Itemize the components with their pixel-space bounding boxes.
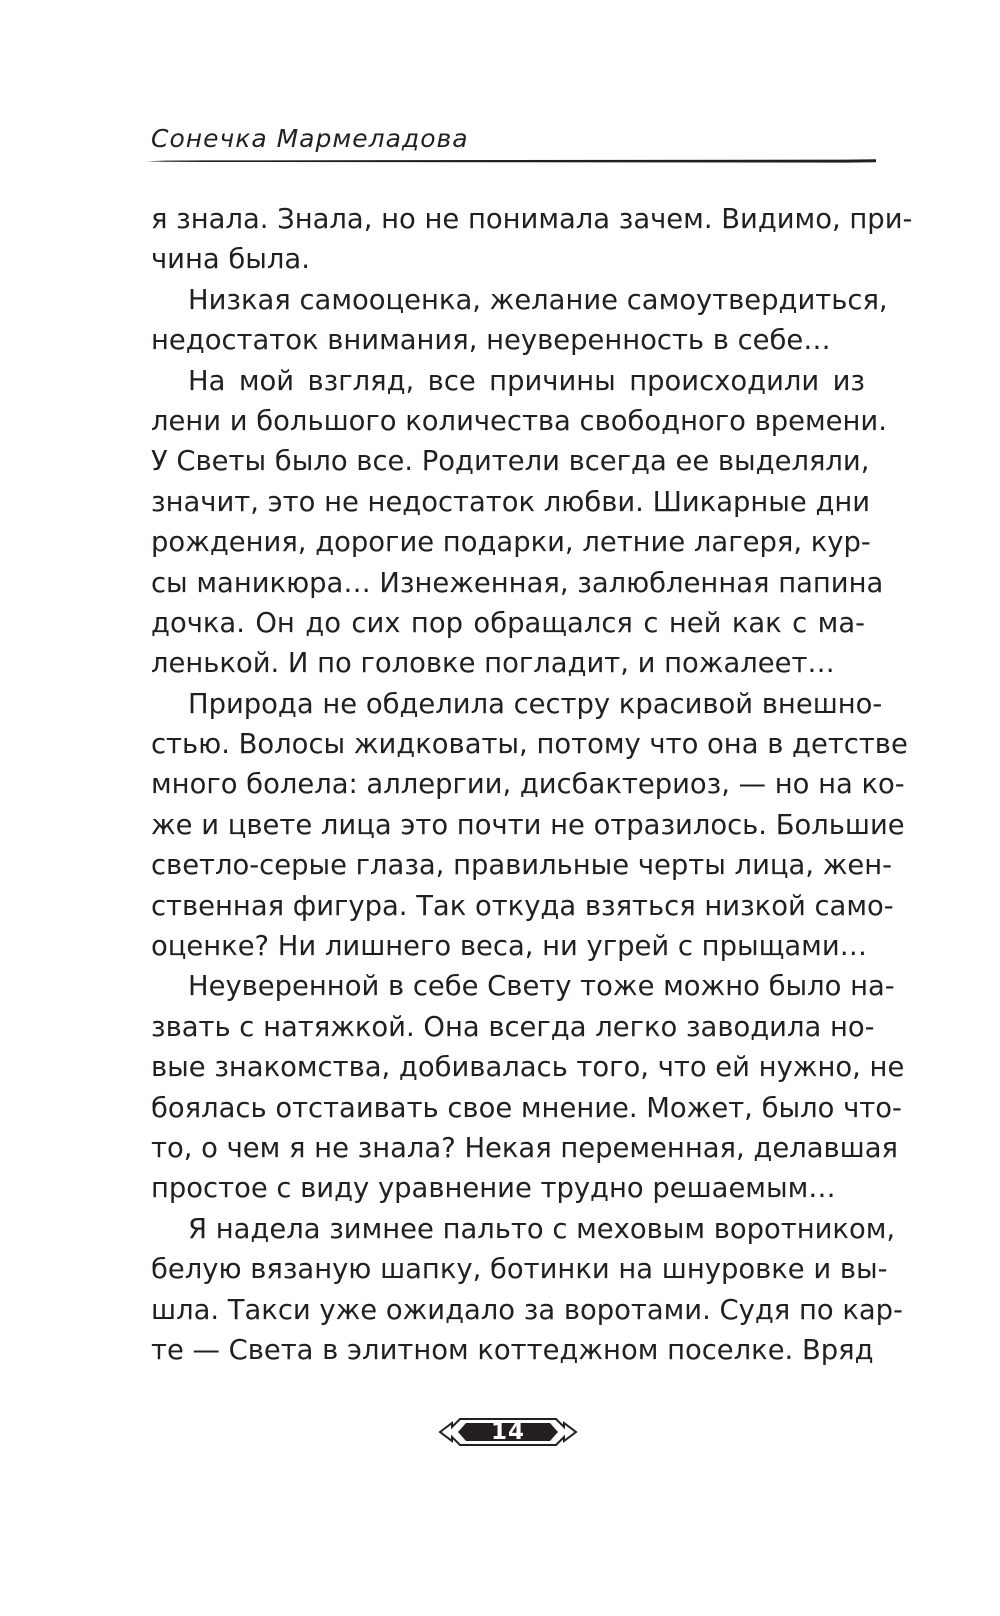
page-number: 14: [490, 1419, 525, 1445]
text-line: Низкая самооценка, желание самоутвердиться,: [188, 284, 888, 316]
text-line: светло-серые глаза, правильные черты лица, жен-: [151, 850, 893, 882]
text-line: дочка. Он до сих пор обращался с ней как с ма-: [151, 607, 865, 639]
text-line: то, о чем я не знала? Некая переменная, делавшая: [151, 1132, 898, 1164]
text-line: сы маникюра… Изнеженная, залюбленная папина: [151, 567, 884, 599]
text-line: я знала. Знала, но не понимала зачем. Видимо, при-: [151, 204, 913, 235]
text-line: рождения, дорогие подарки, летние лагеря, кур-: [151, 527, 871, 559]
text-line: Я надела зимнее пальто с меховым воротником,: [188, 1213, 896, 1245]
text-line: шла. Такси уже ожидало за воротами. Судя по кар-: [151, 1294, 903, 1326]
running-head: Сонечка Мармеладова: [151, 124, 469, 153]
text-line: значит, это не недостаток любви. Шикарные дни: [151, 486, 871, 518]
text-line: лени и большого количества свободного времени.: [151, 405, 887, 437]
text-line: же и цвете лица это почти не отразилось. Большие: [151, 809, 905, 841]
text-line: те — Света в элитном коттеджном поселке. Вряд: [151, 1334, 874, 1366]
header-rule: [146, 158, 876, 164]
body-text: [151, 200, 913, 1371]
text-line: чина была.: [151, 244, 310, 276]
text-line: оценке? Ни лишнего веса, ни угрей с прыщами…: [151, 931, 868, 963]
text-line: много болела: аллергии, дисбактериоз, — но на ко-: [151, 769, 905, 801]
text-line: ственная фигура. Так откуда взяться низкой само-: [151, 890, 894, 922]
page-number-badge: [438, 1414, 578, 1450]
text-line: звать с натяжкой. Она всегда легко заводила но-: [151, 1011, 875, 1043]
text-line: Природа не обделила сестру красивой внешно-: [188, 688, 883, 720]
text-line: простое с виду уравнение трудно решаемым…: [151, 1173, 836, 1205]
text-line: Неуверенной в себе Свету тоже можно было на-: [188, 971, 895, 1003]
text-line: стью. Волосы жидковаты, потому что она в детстве: [151, 729, 908, 761]
text-line: белую вязаную шапку, ботинки на шнуровке и вы-: [151, 1254, 888, 1286]
text-line: ленькой. И по головке погладит, и пожалеет…: [151, 648, 835, 680]
text-line: недостаток внимания, неуверенность в себе…: [151, 325, 831, 357]
text-line: вые знакомства, добивалась того, что ей нужно, не: [151, 1052, 905, 1084]
text-line: боялась отстаивать свое мнение. Может, было что-: [151, 1092, 902, 1124]
text-line: На мой взгляд, все причины происходили из: [188, 365, 865, 397]
text-line: У Светы было все. Родители всегда ее выделяли,: [151, 446, 870, 478]
